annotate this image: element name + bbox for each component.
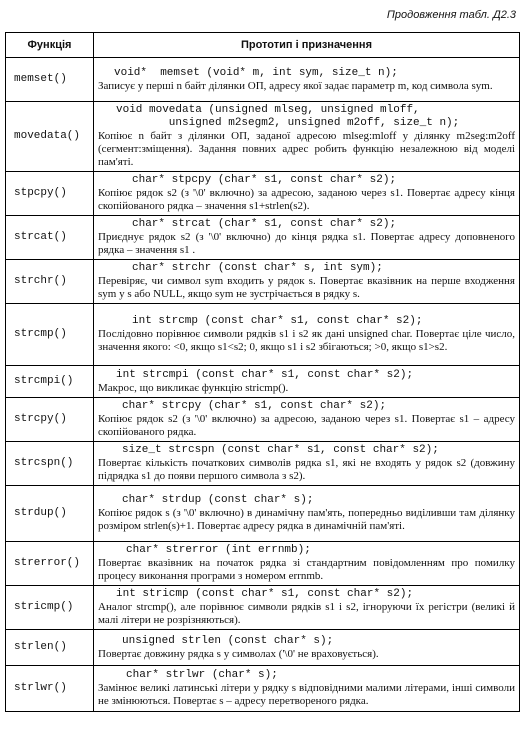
function-purpose: Аналог strcmp(), але порівнює символи рядків s1 і s2, ігноруючи їх регістри (великі й малі літери не розрізняються). [98,601,515,626]
table-row [6,542,520,586]
function-description-cell [94,542,520,586]
table-row [6,172,520,216]
function-description-cell [94,586,520,630]
function-prototype: void* memset (void* m, int sym, size_t n); [114,66,398,79]
function-purpose: Послідовно порівнює символи рядків s1 і s2 як дані unsigned char. Повертає ціле число, значення якого: <0, якщо s1<s2; 0, якщо s1 і s2 збігаються; >0, якщо s1>s2. [98,328,515,353]
function-description-cell [94,630,520,666]
function-prototype: char* strdup (const char* s); [122,494,314,506]
function-description-cell [94,442,520,486]
function-purpose: Копіює рядок s2 (з '\0' включно) за адресою, заданою через s1. Повертає адресу кінця скопійованого рядка – значення s1+strlen(s2). [98,187,515,212]
function-name: stricmp() [6,586,94,630]
header-prototype: Прототип і призначення [94,33,520,58]
function-description-cell [94,172,520,216]
table-row [6,260,520,304]
function-prototype: unsigned strlen (const char* s); [122,634,334,647]
function-prototype: char* strcpy (char* s1, const char* s2); [122,400,387,412]
function-table [5,32,520,712]
table-row [6,442,520,486]
function-prototype: char* strlwr (char* s); [126,669,278,681]
table-row [6,486,520,542]
function-name: strdup() [6,486,94,542]
function-purpose: Макрос, що викликає функцію stricmp(). [98,381,289,394]
function-purpose: Копіює рядок s2 (з '\0' включно) за адресою, заданою через s1. Повертає s1 – адресу скопійованого рядка. [98,413,515,438]
function-name: stpcpy() [6,172,94,216]
function-description-cell [94,102,520,172]
function-description-cell [94,216,520,260]
table-row [6,58,520,102]
function-purpose: Приєднує рядок s2 (з '\0' включно) до кінця рядка s1. Повертає адресу доповненого рядка – значення s1 . [98,231,515,256]
table-row [6,398,520,442]
function-prototype: size_t strcspn (const char* s1, const char* s2); [122,444,439,456]
function-description-cell [94,666,520,712]
function-purpose: Копіює n байт з ділянки ОП, заданої адресою mlseg:mloff у ділянку m2seg:m2off (сегмент:зміщення). Задання повних адрес робить функцію незалежною від моделі пам'яті. [98,130,515,168]
function-name: strcpy() [6,398,94,442]
table-row [6,216,520,260]
function-prototype: char* strchr (const char* s, int sym); [132,262,383,274]
function-name: strlen() [6,630,94,666]
table-row [6,304,520,366]
function-prototype: int stricmp (const char* s1, const char* s2); [116,588,414,600]
table-row [6,366,520,398]
function-name: strlwr() [6,666,94,712]
function-prototype: int strcmp (const char* s1, const char* s2); [132,315,423,327]
function-description-cell [94,366,520,398]
function-prototype: char* strcat (char* s1, const char* s2); [132,218,397,230]
table-row [6,586,520,630]
header-function: Функція [6,33,94,58]
function-description-cell [94,58,520,102]
function-prototype: int strcmpi (const char* s1, const char* s2); [116,368,414,381]
function-name: strcat() [6,216,94,260]
function-prototype: char* stpcpy (char* s1, const char* s2); [132,174,397,186]
function-description-cell [94,398,520,442]
table-row [6,630,520,666]
function-purpose: Перевіряє, чи символ sym входить у рядок s. Повертає вказівник на перше входження sym у s або NULL, якщо sym не зустрічається в рядку s. [98,275,515,300]
function-name: movedata() [6,102,94,172]
function-name: strchr() [6,260,94,304]
table-row [6,102,520,172]
function-purpose: Повертає вказівник на початок рядка зі стандартним повідомленням про помилку процесу виконання програми з номером errnmb. [98,557,515,582]
function-name: strcmp() [6,304,94,366]
function-purpose: Замінює великі латинські літери у рядку s відповідними малими літерами, інші символи не змінюються. Повертає s – адресу перетвореного рядка. [98,682,515,707]
function-purpose: Повертає кількість початкових символів рядка s1, які не входять у рядок s2 (довжину підрядка s1 до появи першого символа з s2). [98,457,515,482]
table-header-row [6,33,520,58]
function-description-cell [94,486,520,542]
function-description-cell [94,304,520,366]
table-row [6,666,520,712]
function-purpose: Записує у перші n байт ділянки ОП, адресу якої задає параметр m, код символа sym. [98,79,493,92]
function-name: strerror() [6,542,94,586]
function-description-cell [94,260,520,304]
function-name: strcmpi() [6,366,94,398]
function-prototype: char* strerror (int errnmb); [126,544,311,556]
function-prototype: void movedata (unsigned mlseg, unsigned mloff, unsigned m2segm2, unsigned m2off, size_t n); [116,104,460,129]
table-caption: Продовження табл. Д2.3 [386,9,516,21]
function-name: memset() [6,58,94,102]
function-purpose: Копіює рядок s (з '\0' включно) в динамічну пам'ять, попередньо виділивши там ділянку розміром strlen(s)+1. Повертає адресу рядка в динамічній пам'яті. [98,507,515,532]
function-purpose: Повертає довжину рядка s у символах ('\0' не враховується). [98,647,379,660]
function-name: strcspn() [6,442,94,486]
